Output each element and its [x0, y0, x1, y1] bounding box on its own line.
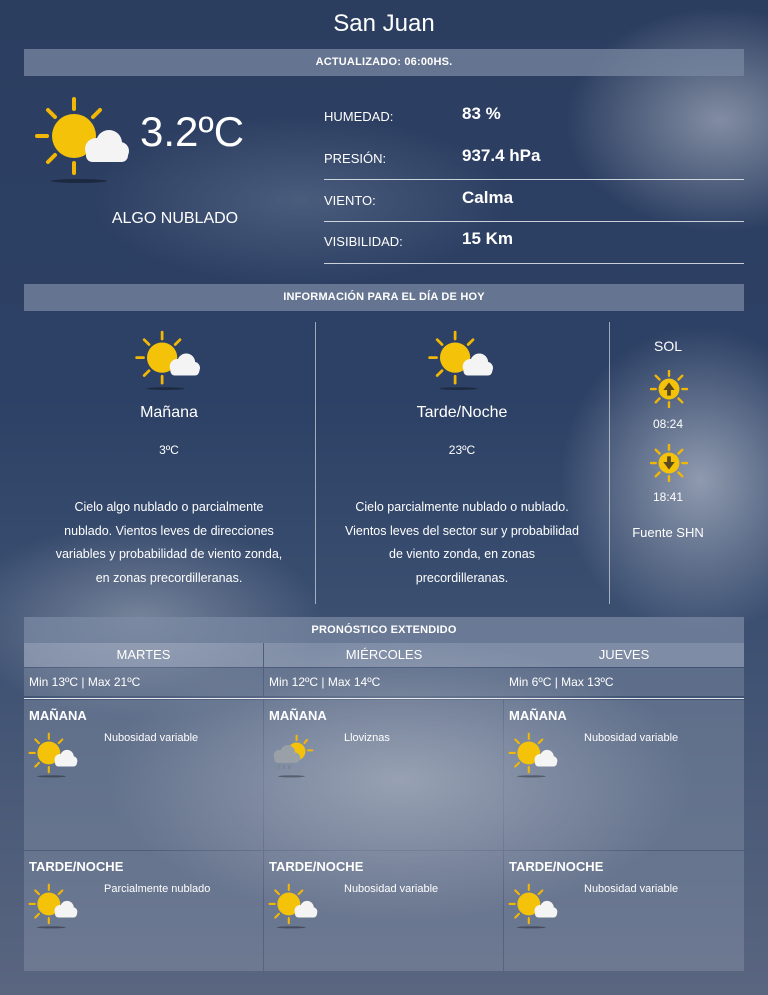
day-minmax: Min 12ºC | Max 14ºC: [264, 668, 504, 696]
divider: [24, 698, 744, 699]
forecast-cell: [264, 851, 503, 971]
forecast-cell: [24, 851, 263, 971]
desc-line: nublado. Vientos leves de direcciones: [64, 523, 274, 538]
desc-line: en zonas precordilleranas.: [95, 570, 243, 585]
cell-description: Nubosidad variable: [584, 732, 679, 744]
cell-label: MAÑANA: [29, 708, 87, 723]
period-title: Mañana: [140, 404, 198, 421]
stat-label: VISIBILIDAD:: [324, 234, 403, 249]
divider: [324, 263, 744, 264]
cell-label: MAÑANA: [269, 708, 327, 723]
stat-label: VIENTO:: [324, 193, 376, 208]
period-title: Tarde/Noche: [416, 404, 508, 421]
period-description: [316, 496, 608, 590]
stat-label: HUMEDAD:: [324, 109, 394, 124]
sun-cloud-icon: [34, 88, 134, 188]
period-temp: 23ºC: [448, 443, 476, 457]
desc-line: variables y probabilidad de viento zonda,: [55, 547, 283, 561]
stat-value: 937.4 hPa: [462, 146, 541, 165]
sun-cloud-icon: [425, 328, 499, 390]
sun-cloud-icon: [268, 881, 320, 929]
day-name: MIÉRCOLES: [264, 643, 504, 667]
stat-value: Calma: [462, 188, 514, 207]
cell-label: TARDE/NOCHE: [269, 859, 364, 874]
updated-bar: ACTUALIZADO: 06:00HS.: [24, 49, 744, 76]
sunset-icon: [650, 444, 688, 482]
cell-label: TARDE/NOCHE: [509, 859, 604, 874]
stat-wind: [324, 180, 744, 222]
day-minmax: Min 13ºC | Max 21ºC: [24, 668, 263, 696]
forecast-cell: [504, 851, 744, 971]
city-title: San Juan: [333, 10, 435, 37]
cell-description: Nubosidad variable: [344, 883, 439, 895]
sunset-time: 18:41: [652, 490, 684, 504]
desc-line: Vientos leves del sector sur y probabilidad: [345, 523, 579, 538]
cell-description: Lloviznas: [344, 732, 390, 744]
cell-description: Nubosidad variable: [584, 883, 679, 895]
forecast-cell: [264, 700, 503, 850]
sun-cloud-icon: [132, 328, 206, 390]
sun-cloud-icon: [28, 881, 80, 929]
today-header: INFORMACIÓN PARA EL DÍA DE HOY: [24, 284, 744, 311]
sun-source: Fuente SHN: [632, 525, 704, 540]
cell-description: Parcialmente nublado: [104, 883, 211, 895]
stat-label: PRESIÓN:: [324, 151, 387, 166]
stat-humidity: [324, 96, 744, 138]
sun-cloud-icon: [508, 881, 560, 929]
cell-label: MAÑANA: [509, 708, 567, 723]
day-name: JUEVES: [504, 643, 744, 667]
desc-line: Cielo parcialmente nublado o nublado.: [355, 500, 569, 514]
column-divider: [609, 322, 610, 604]
desc-line: de viento zonda, en zonas: [389, 547, 535, 561]
drizzle-icon: [268, 730, 320, 778]
day-name: MARTES: [24, 643, 263, 667]
current-condition: ALGO NUBLADO: [111, 210, 239, 227]
cell-label: TARDE/NOCHE: [29, 859, 124, 874]
desc-line: Cielo algo nublado o parcialmente: [74, 500, 264, 514]
sunrise-time: 08:24: [652, 417, 684, 431]
sunrise-icon: [650, 370, 688, 408]
current-temperature: 3.2ºC: [140, 108, 245, 155]
period-description: [24, 496, 314, 590]
extended-grid: [24, 643, 744, 973]
stat-visibility: [324, 221, 744, 263]
desc-line: precordilleranas.: [415, 570, 509, 585]
sun-cloud-icon: [508, 730, 560, 778]
forecast-cell: [504, 700, 744, 850]
forecast-cell: [24, 700, 263, 850]
sun-cloud-icon: [28, 730, 80, 778]
stat-value: 83 %: [462, 104, 501, 123]
day-minmax: Min 6ºC | Max 13ºC: [504, 668, 744, 696]
sun-title: SOL: [653, 338, 682, 354]
stat-value: 15 Km: [462, 229, 514, 248]
period-temp: 3ºC: [159, 443, 179, 457]
cell-description: Nubosidad variable: [104, 732, 199, 744]
extended-header: PRONÓSTICO EXTENDIDO: [24, 617, 744, 643]
stat-pressure: [324, 138, 744, 180]
